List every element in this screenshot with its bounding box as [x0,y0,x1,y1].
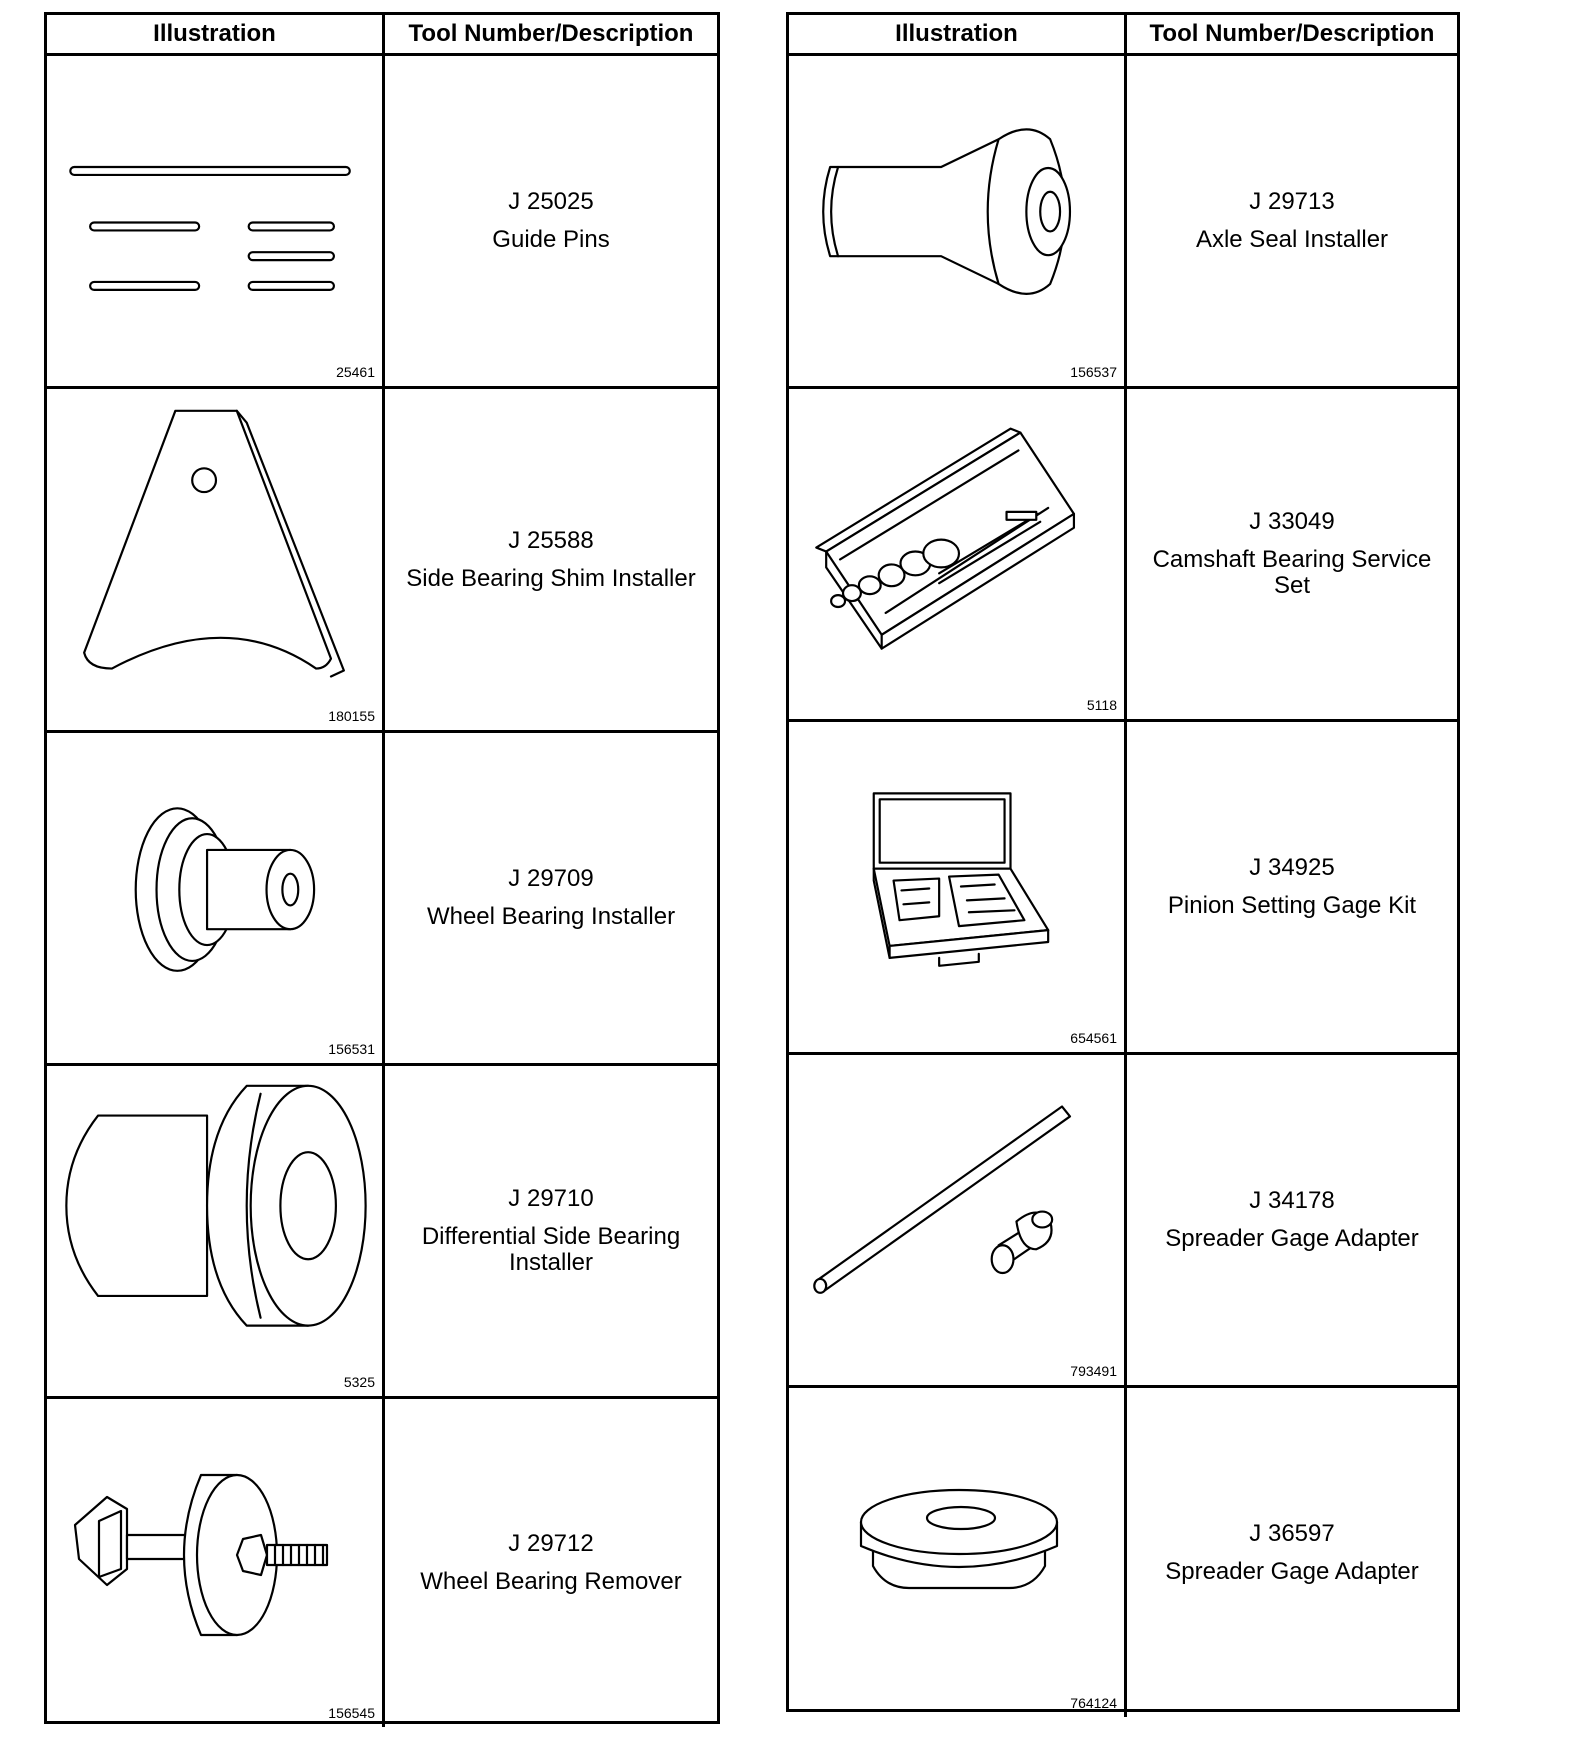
tool-header: Tool Number/Description [408,20,694,47]
tool-number: J 34178 [1249,1187,1335,1215]
illustration-cell [47,56,385,386]
shim-installer-icon [47,389,382,730]
tool-number: J 25588 [508,526,594,554]
tool-number: J 29713 [1249,188,1335,216]
figure-number: 180155 [328,708,375,724]
tool-description [1127,1388,1457,1717]
figure-number: 5118 [1086,697,1117,713]
spreader-gage-adapter-rod-icon [789,1055,1124,1385]
pinion-gage-kit-icon [789,722,1124,1052]
illustration-cell [789,1055,1127,1385]
tool-name: Guide Pins [492,226,610,253]
illustration-cell [47,733,385,1063]
illustration-header: Illustration [47,15,385,53]
table-row [789,1388,1457,1717]
tool-description [1127,56,1457,386]
tool-name: Spreader Gage Adapter [1165,1557,1419,1585]
wheel-bearing-installer-icon [47,733,382,1063]
table-row [789,56,1457,389]
left-tool-table [44,12,720,1724]
tool-description [385,733,717,1063]
figure-number: 764124 [1070,1695,1117,1711]
table-row [47,1066,717,1399]
tool-description [1127,1055,1457,1385]
spreader-gage-adapter-disc-icon [789,1388,1124,1717]
illustration-cell [47,389,385,730]
table-header [789,15,1457,56]
illustration-cell [47,1066,385,1396]
tool-number: J 29709 [508,865,594,893]
table-row [47,1399,717,1727]
tool-description [385,1399,717,1727]
tool-description [385,1066,717,1396]
tool-number: J 29712 [508,1530,594,1558]
tool-number: J 29710 [508,1185,594,1213]
camshaft-service-set-icon [789,389,1124,719]
illustration-header: Illustration [789,15,1127,53]
figure-number: 793491 [1070,1363,1117,1379]
illustration-cell [789,722,1127,1052]
illustration-cell [789,389,1127,719]
axle-seal-installer-icon [789,56,1124,386]
tool-number: J 34925 [1249,854,1335,882]
table-row [47,56,717,389]
figure-number: 156531 [328,1041,375,1057]
figure-number: 5325 [343,1374,375,1390]
guide-pins-icon [47,56,382,386]
illustration-cell [789,1388,1127,1717]
tool-header: Tool Number/Description [1149,20,1435,47]
table-row [47,389,717,733]
illustration-cell [47,1399,385,1727]
right-tool-table [786,12,1460,1712]
wheel-bearing-remover-icon [47,1399,382,1727]
illustration-cell [789,56,1127,386]
tool-description [385,389,717,730]
tool-name: Side Bearing Shim Installer [406,564,696,592]
figure-number: 654561 [1070,1030,1117,1046]
tool-name: Wheel Bearing Remover [420,1568,682,1595]
table-row [47,733,717,1066]
tool-description [1127,722,1457,1052]
figure-number: 156545 [328,1705,375,1721]
figure-number: 25461 [336,364,375,380]
table-row [789,1055,1457,1388]
tool-number: J 25025 [508,188,594,216]
table-header [47,15,717,56]
tool-name: Differential Side Bearing Installer [421,1223,681,1276]
differential-installer-icon [47,1066,382,1396]
table-row [789,389,1457,722]
figure-number: 156537 [1070,364,1117,380]
tool-name: Camshaft Bearing Service Set [1152,546,1432,599]
tool-name: Axle Seal Installer [1195,226,1389,253]
tool-number: J 33049 [1249,508,1335,536]
tool-name: Wheel Bearing Installer [426,903,676,930]
tool-name: Spreader Gage Adapter [1165,1225,1419,1252]
tool-number: J 36597 [1249,1519,1335,1547]
table-row [789,722,1457,1055]
tool-name: Pinion Setting Gage Kit [1167,892,1417,919]
tool-description [385,56,717,386]
tool-description [1127,389,1457,719]
